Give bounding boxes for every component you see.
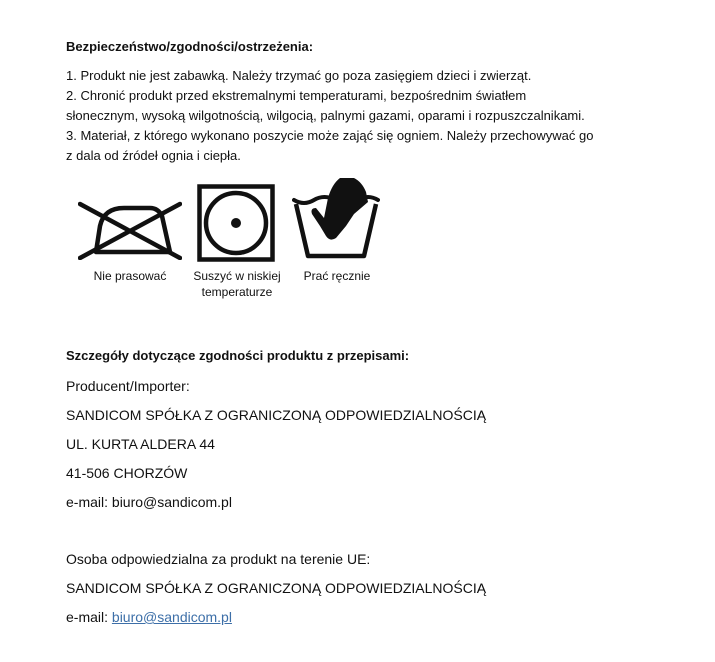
- safety-warnings: [66, 66, 676, 166]
- care-symbols: [70, 172, 390, 307]
- producer-email-label: e-mail:: [66, 494, 112, 510]
- producer-email-row: [66, 493, 232, 511]
- producer-email: biuro@sandicom.pl: [111, 494, 232, 510]
- eu-responsible-name: SANDICOM SPÓŁKA Z OGRANICZONĄ ODPOWIEDZIALNOŚCIĄ: [66, 580, 487, 596]
- producer-street: UL. KURTA ALDERA 44: [66, 436, 215, 452]
- compliance-title: Szczegóły dotyczące zgodności produktu z przepisami:: [66, 348, 410, 363]
- safety-line-1: 1. Produkt nie jest zabawką. Należy trzymać go poza zasięgiem dzieci i zwierząt.: [66, 68, 532, 83]
- hand-wash-icon: [292, 174, 380, 262]
- no-iron-icon: [78, 186, 182, 260]
- safety-line-5: z dala od źródeł ognia i ciepła.: [66, 148, 241, 163]
- safety-line-2: 2. Chronić produkt przed ekstremalnymi temperaturami, bezpośrednim światłem: [66, 88, 527, 103]
- safety-line-3: słonecznym, wysoką wilgotnością, wilgocią, palnymi gazami, oparami i rozpuszczalnikami.: [66, 108, 585, 123]
- tumble-dry-caption-line-1: Suszyć w niskiej: [193, 269, 281, 283]
- tumble-dry-low-icon: [197, 184, 275, 262]
- safety-line-4: 3. Materiał, z którego wykonano poszycie może zająć się ogniem. Należy przechowywać go: [66, 128, 594, 143]
- tumble-dry-caption-line-2: temperaturze: [201, 285, 273, 299]
- producer-city: 41-506 CHORZÓW: [66, 465, 188, 481]
- eu-email-link[interactable]: biuro@sandicom.pl: [111, 609, 232, 625]
- eu-email-row: [66, 608, 232, 626]
- eu-email-label: e-mail:: [66, 609, 112, 625]
- eu-responsible-label: Osoba odpowiedzialna za produkt na terenie UE:: [66, 551, 371, 567]
- producer-label: Producent/Importer:: [66, 378, 190, 394]
- no-iron-caption: Nie prasować: [93, 269, 167, 283]
- safety-title: Bezpieczeństwo/zgodności/ostrzeżenia:: [66, 39, 314, 54]
- hand-wash-caption: Prać ręcznie: [303, 269, 371, 283]
- producer-name: SANDICOM SPÓŁKA Z OGRANICZONĄ ODPOWIEDZIALNOŚCIĄ: [66, 407, 487, 423]
